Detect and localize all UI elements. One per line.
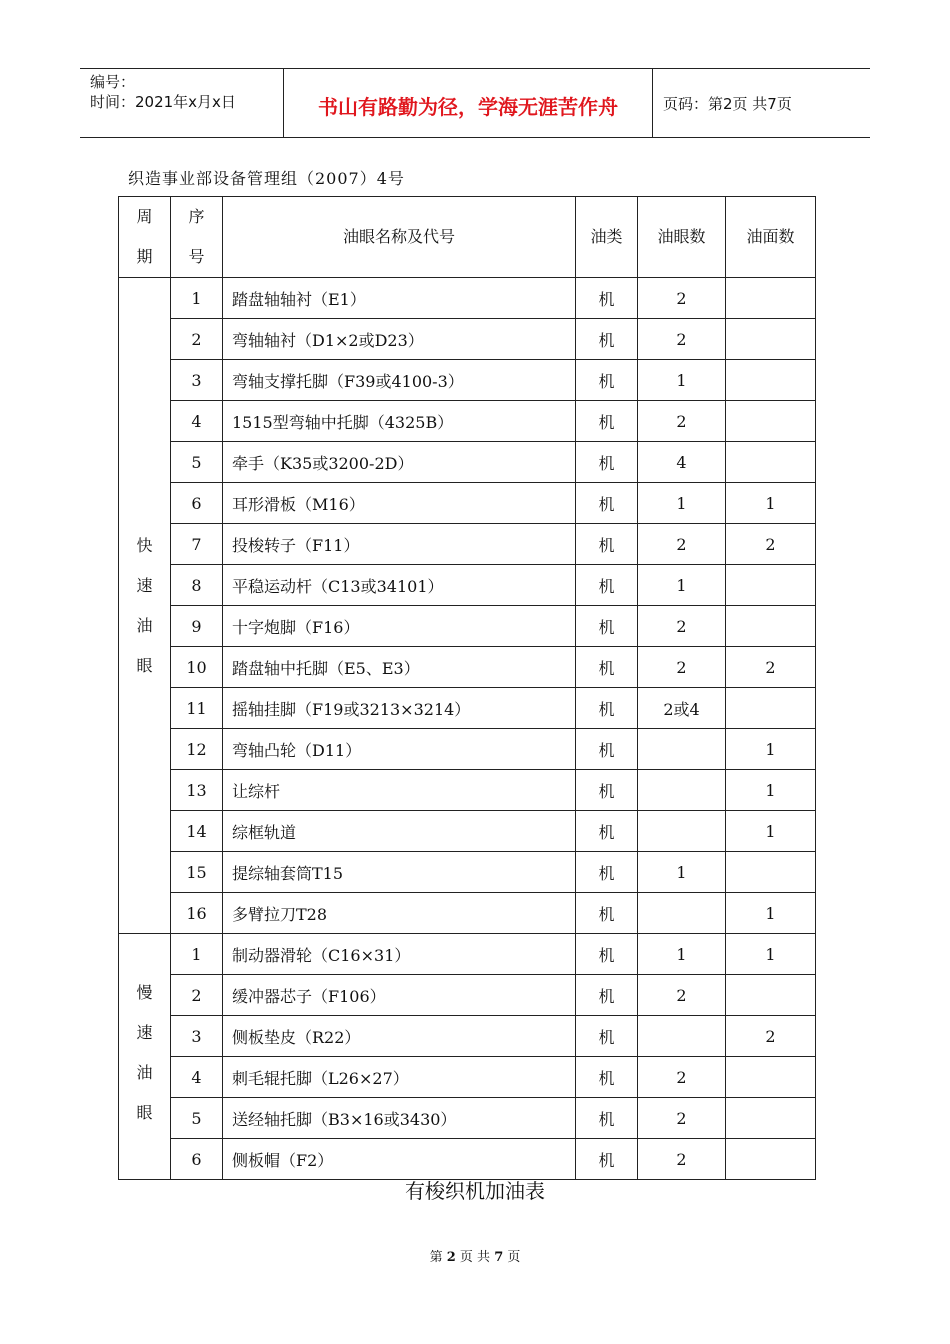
header-seq (171, 197, 223, 278)
seq-cell: 16 (171, 893, 223, 934)
oil-surface-cell (726, 1057, 816, 1098)
oil-type-cell: 机 (576, 811, 638, 852)
oil-type-cell: 机 (576, 442, 638, 483)
header-oil-surface: 油面数 (726, 197, 816, 278)
table-row (119, 483, 816, 524)
oil-surface-cell (726, 975, 816, 1016)
oil-surface-cell: 1 (726, 893, 816, 934)
document-number-label: 编号： (90, 73, 136, 91)
table-caption: 有梭织机加油表 (405, 1179, 545, 1203)
oil-eyes-cell: 1 (638, 934, 726, 975)
name-cell: 耳形滑板（M16） (223, 483, 576, 524)
oil-surface-cell: 1 (726, 811, 816, 852)
oil-surface-cell: 1 (726, 934, 816, 975)
oil-surface-cell: 1 (726, 770, 816, 811)
name-cell: 刺毛辊托脚（L26×27） (223, 1057, 576, 1098)
oil-surface-cell (726, 442, 816, 483)
name-cell: 制动器滑轮（C16×31） (223, 934, 576, 975)
oil-surface-cell (726, 1098, 816, 1139)
oil-eyes-cell: 1 (638, 360, 726, 401)
oil-surface-cell: 2 (726, 647, 816, 688)
table-row (119, 442, 816, 483)
name-cell: 弯轴轴衬（D1×2或D23） (223, 319, 576, 360)
seq-cell: 2 (171, 319, 223, 360)
footer-current-page: 2 (446, 1250, 456, 1265)
period-cell (119, 278, 171, 934)
name-cell: 综框轨道 (223, 811, 576, 852)
seq-cell: 3 (171, 1016, 223, 1057)
header-page-number: 页码：第2页 共7页 (663, 95, 792, 113)
oil-eyes-cell (638, 1016, 726, 1057)
oil-type-cell: 机 (576, 606, 638, 647)
header-period-char: 周 (136, 207, 153, 226)
table-row (119, 1098, 816, 1139)
seq-cell: 10 (171, 647, 223, 688)
seq-cell: 14 (171, 811, 223, 852)
oil-surface-cell: 2 (726, 524, 816, 565)
oil-type-cell: 机 (576, 852, 638, 893)
period-cell (119, 934, 171, 1180)
name-cell: 投梭转子（F11） (223, 524, 576, 565)
header-page-cell (653, 69, 870, 137)
header-seq-char: 号 (188, 247, 205, 266)
page-footer (0, 1246, 950, 1265)
oil-surface-cell: 2 (726, 1016, 816, 1057)
seq-cell: 4 (171, 1057, 223, 1098)
period-char: 油 (136, 616, 153, 635)
table-row (119, 893, 816, 934)
period-char: 眼 (136, 1103, 153, 1122)
name-cell: 侧板垫皮（R22） (223, 1016, 576, 1057)
oil-eyes-cell: 2 (638, 319, 726, 360)
name-cell: 1515型弯轴中托脚（4325B） (223, 401, 576, 442)
table-row (119, 1139, 816, 1180)
oil-type-cell: 机 (576, 1016, 638, 1057)
oil-type-cell: 机 (576, 483, 638, 524)
oil-eyes-cell (638, 811, 726, 852)
footer-total-pages: 7 (494, 1250, 504, 1265)
header-motto: 书山有路勤为径，学海无涯苦作舟 (318, 95, 618, 119)
name-cell: 弯轴凸轮（D11） (223, 729, 576, 770)
period-char: 眼 (136, 656, 153, 675)
table-row (119, 360, 816, 401)
table-row (119, 770, 816, 811)
table-row (119, 524, 816, 565)
oil-type-cell: 机 (576, 1057, 638, 1098)
name-cell: 踏盘轴轴衬（E1） (223, 278, 576, 319)
seq-cell: 15 (171, 852, 223, 893)
table-row (119, 319, 816, 360)
oil-surface-cell: 1 (726, 483, 816, 524)
seq-cell: 9 (171, 606, 223, 647)
oil-eyes-cell: 2 (638, 606, 726, 647)
name-cell: 摇轴挂脚（F19或3213×3214） (223, 688, 576, 729)
seq-cell: 3 (171, 360, 223, 401)
table-header-row (119, 197, 816, 278)
oil-type-cell: 机 (576, 1139, 638, 1180)
table-row (119, 278, 816, 319)
header-meta-cell (80, 69, 284, 137)
oil-surface-cell (726, 1139, 816, 1180)
oil-surface-cell (726, 401, 816, 442)
oil-surface-cell (726, 319, 816, 360)
oil-type-cell: 机 (576, 975, 638, 1016)
oil-eyes-cell: 1 (638, 483, 726, 524)
oil-eyes-cell (638, 770, 726, 811)
name-cell: 平稳运动杆（C13或34101） (223, 565, 576, 606)
table-row (119, 975, 816, 1016)
oil-surface-cell (726, 565, 816, 606)
seq-cell: 7 (171, 524, 223, 565)
oil-type-cell: 机 (576, 401, 638, 442)
period-char: 油 (136, 1063, 153, 1082)
oil-eyes-cell: 2 (638, 524, 726, 565)
document-id: 织造事业部设备管理组（2007）4号 (128, 169, 405, 188)
header-oil-eyes: 油眼数 (638, 197, 726, 278)
oil-eyes-cell: 2 (638, 1139, 726, 1180)
seq-cell: 12 (171, 729, 223, 770)
table-row (119, 1057, 816, 1098)
period-char: 速 (136, 576, 153, 595)
header-seq-char: 序 (188, 207, 205, 226)
name-cell: 牵手（K35或3200-2D） (223, 442, 576, 483)
oil-eyes-cell: 2 (638, 975, 726, 1016)
seq-cell: 6 (171, 483, 223, 524)
oil-eyes-cell: 2或4 (638, 688, 726, 729)
seq-cell: 2 (171, 975, 223, 1016)
oil-eyes-cell: 4 (638, 442, 726, 483)
oil-surface-cell (726, 852, 816, 893)
seq-cell: 4 (171, 401, 223, 442)
name-cell: 弯轴支撑托脚（F39或4100-3） (223, 360, 576, 401)
seq-cell: 13 (171, 770, 223, 811)
name-cell: 侧板帽（F2） (223, 1139, 576, 1180)
oil-surface-cell (726, 278, 816, 319)
name-cell: 送经轴托脚（B3×16或3430） (223, 1098, 576, 1139)
table-row (119, 729, 816, 770)
document-date-label: 时间：2021年x月x日 (90, 93, 236, 111)
oil-eyes-cell: 1 (638, 565, 726, 606)
table-row (119, 606, 816, 647)
name-cell: 十字炮脚（F16） (223, 606, 576, 647)
oil-type-cell: 机 (576, 524, 638, 565)
oil-surface-cell (726, 606, 816, 647)
oil-eyes-cell (638, 729, 726, 770)
table-row (119, 852, 816, 893)
name-cell: 多臂拉刀T28 (223, 893, 576, 934)
period-char: 快 (136, 536, 153, 555)
header-period (119, 197, 171, 278)
oil-eyes-cell: 2 (638, 1057, 726, 1098)
oil-type-cell: 机 (576, 688, 638, 729)
table-row (119, 1016, 816, 1057)
oil-surface-cell: 1 (726, 729, 816, 770)
table-row (119, 401, 816, 442)
table-row (119, 811, 816, 852)
name-cell: 缓冲器芯子（F106） (223, 975, 576, 1016)
table-row (119, 934, 816, 975)
oil-type-cell: 机 (576, 934, 638, 975)
header-name: 油眼名称及代号 (223, 197, 576, 278)
seq-cell: 1 (171, 278, 223, 319)
oil-type-cell: 机 (576, 647, 638, 688)
name-cell: 踏盘轴中托脚（E5、E3） (223, 647, 576, 688)
footer-prefix: 第 (429, 1250, 443, 1265)
oil-eyes-cell: 2 (638, 647, 726, 688)
seq-cell: 8 (171, 565, 223, 606)
table-row (119, 565, 816, 606)
oil-surface-cell (726, 688, 816, 729)
seq-cell: 5 (171, 1098, 223, 1139)
oil-eyes-cell: 2 (638, 1098, 726, 1139)
oil-surface-cell (726, 360, 816, 401)
header-motto-cell (284, 69, 653, 137)
oil-eyes-cell: 2 (638, 278, 726, 319)
header-period-char: 期 (136, 247, 153, 266)
seq-cell: 1 (171, 934, 223, 975)
header-oil-type: 油类 (576, 197, 638, 278)
seq-cell: 5 (171, 442, 223, 483)
oil-type-cell: 机 (576, 319, 638, 360)
oil-type-cell: 机 (576, 565, 638, 606)
name-cell: 提综轴套筒T15 (223, 852, 576, 893)
footer-suffix: 页 (507, 1250, 521, 1265)
table-row (119, 647, 816, 688)
footer-middle: 页 共 (459, 1250, 491, 1265)
seq-cell: 11 (171, 688, 223, 729)
oil-eyes-cell: 1 (638, 852, 726, 893)
oil-type-cell: 机 (576, 360, 638, 401)
oil-type-cell: 机 (576, 278, 638, 319)
oil-schedule-table (118, 196, 816, 1180)
period-char: 速 (136, 1023, 153, 1042)
name-cell: 让综杆 (223, 770, 576, 811)
oil-type-cell: 机 (576, 1098, 638, 1139)
page-header (80, 68, 870, 138)
oil-eyes-cell: 2 (638, 401, 726, 442)
oil-eyes-cell (638, 893, 726, 934)
table-row (119, 688, 816, 729)
period-char: 慢 (136, 983, 153, 1002)
oil-type-cell: 机 (576, 770, 638, 811)
oil-type-cell: 机 (576, 729, 638, 770)
oil-type-cell: 机 (576, 893, 638, 934)
seq-cell: 6 (171, 1139, 223, 1180)
table-body (119, 278, 816, 1180)
